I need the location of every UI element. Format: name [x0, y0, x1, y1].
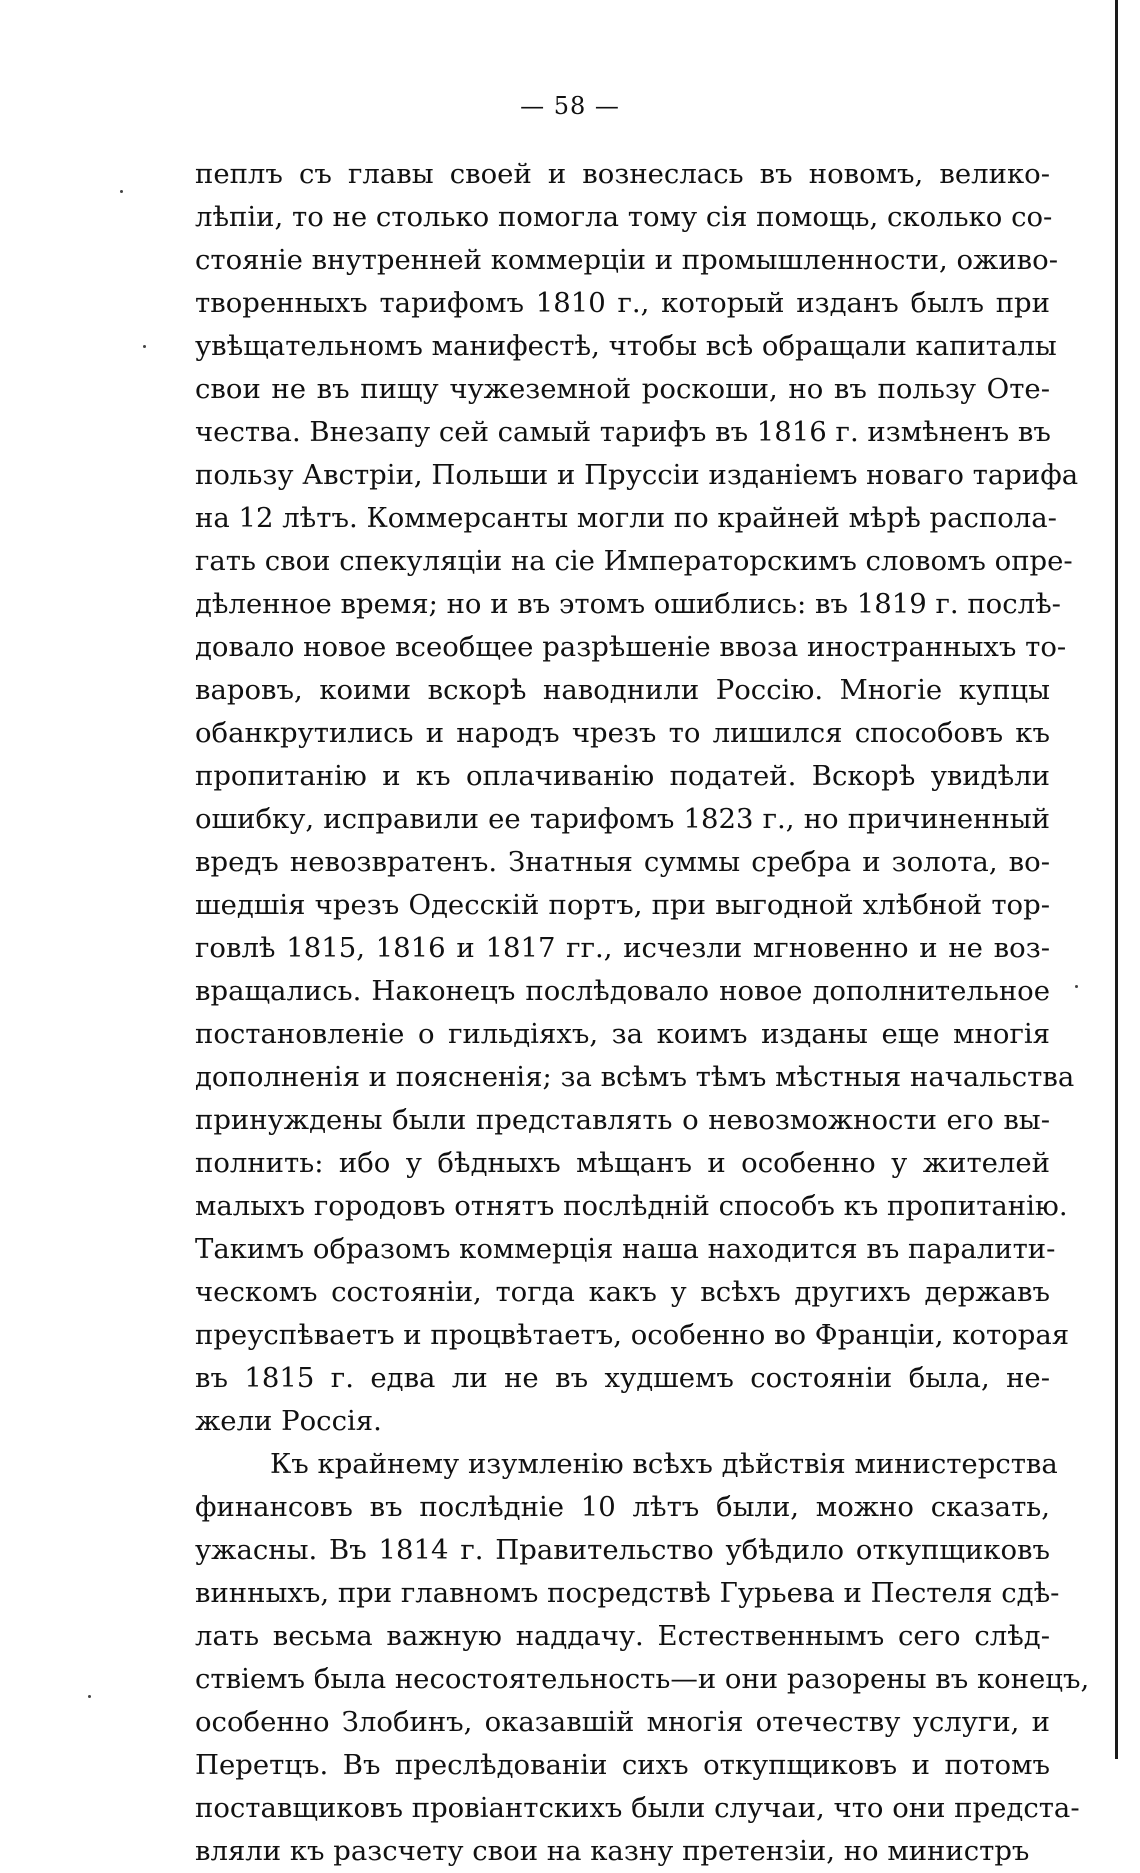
text-line: гать свои спекуляціи на сіе Императорскимъ словомъ опре-	[195, 545, 1073, 577]
text-line: вляли къ разсчету свои на казну претензіи, но министръ	[195, 1835, 1030, 1867]
text-line: ошибку, исправили ее тарифомъ 1823 г., но причиненный	[195, 803, 1050, 835]
text-line: вращались. Наконецъ послѣдовало новое дополнительное	[195, 975, 1050, 1007]
text-line: въ 1815 г. едва ли не въ худшемъ состояніи была, не-	[195, 1362, 1050, 1394]
text-line: говлѣ 1815, 1816 и 1817 гг., исчезли мгновенно и не воз-	[195, 932, 1050, 964]
body-text	[195, 153, 1090, 1873]
text-line: постановленіе о гильдіяхъ, за коимъ изданы еще многія	[195, 1018, 1050, 1050]
text-line: ствіемъ была несостоятельность—и они разорены въ конецъ,	[195, 1663, 1090, 1695]
text-line: творенныхъ тарифомъ 1810 г., который изданъ былъ при	[195, 287, 1050, 319]
text-line: на 12 лѣтъ. Коммерсанты могли по крайней мѣрѣ распола-	[195, 502, 1057, 534]
text-line: Къ крайнему изумленію всѣхъ дѣйствія министерства	[270, 1448, 1058, 1480]
text-line: Такимъ образомъ коммерція наша находится въ паралити-	[195, 1233, 1056, 1265]
scan-speck	[88, 1695, 91, 1698]
text-line: преуспѣваетъ и процвѣтаетъ, особенно во Франціи, которая	[195, 1319, 1070, 1351]
text-line: полнить: ибо у бѣдныхъ мѣщанъ и особенно у жителей	[195, 1147, 1050, 1179]
scan-speck	[143, 345, 146, 348]
text-line: ужасны. Въ 1814 г. Правительство убѣдило откупщиковъ	[195, 1534, 1050, 1566]
text-line: дѣленное время; но и въ этомъ ошиблись: въ 1819 г. послѣ-	[195, 588, 1061, 620]
text-line: лать весьма важную наддачу. Естественнымъ сего слѣд-	[195, 1620, 1050, 1652]
text-line: дополненія и поясненія; за всѣмъ тѣмъ мѣстныя начальства	[195, 1061, 1075, 1093]
text-line: пользу Австріи, Польши и Пруссіи изданіемъ новаго тарифа	[195, 459, 1079, 491]
text-line: лѣпіи, то не столько помогла тому сія помощь, сколько со-	[195, 201, 1053, 233]
paragraph-1	[195, 153, 1079, 1443]
text-line: особенно Злобинъ, оказавшій многія отечеству услуги, и	[195, 1706, 1050, 1738]
page-number: — 58 —	[520, 92, 620, 120]
text-line: поставщиковъ провіантскихъ были случаи, что они предста-	[195, 1792, 1080, 1824]
text-line: малыхъ городовъ отнятъ послѣдній способъ къ пропитанію.	[195, 1190, 1068, 1222]
text-line: принуждены были представлять о невозможности его вы-	[195, 1104, 1050, 1136]
text-line: пропитанію и къ оплачиванію податей. Вскорѣ увидѣли	[195, 760, 1050, 792]
text-line: свои не въ пищу чужеземной роскоши, но въ пользу Оте-	[195, 373, 1050, 405]
text-line: вредъ невозвратенъ. Знатныя суммы сребра и золота, во-	[195, 846, 1050, 878]
text-line: пеплъ съ главы своей и вознеслась въ новомъ, велико-	[195, 158, 1050, 190]
text-line: Перетцъ. Въ преслѣдованіи сихъ откупщиковъ и потомъ	[195, 1749, 1050, 1781]
text-line: финансовъ въ послѣдніе 10 лѣтъ были, можно сказать,	[195, 1491, 1050, 1523]
text-line: варовъ, коими вскорѣ наводнили Россію. Многіе купцы	[195, 674, 1050, 706]
text-line: увѣщательномъ манифестѣ, чтобы всѣ обращали капиталы	[195, 330, 1057, 362]
text-line: ческомъ состояніи, тогда какъ у всѣхъ другихъ державъ	[195, 1276, 1050, 1308]
text-line: довало новое всеобщее разрѣшеніе ввоза иностранныхъ то-	[195, 631, 1067, 663]
text-line: обанкрутились и народъ чрезъ то лишился способовъ къ	[195, 717, 1050, 749]
text-line: стояніе внутренней коммерціи и промышленности, оживо-	[195, 244, 1059, 276]
scan-speck	[1075, 985, 1078, 988]
page-edge-border	[1115, 0, 1118, 1759]
paragraph-2	[195, 1443, 1090, 1873]
text-line: винныхъ, при главномъ посредствѣ Гурьева и Пестеля сдѣ-	[195, 1577, 1060, 1609]
text-line: жели Россія.	[195, 1405, 382, 1437]
scan-speck	[120, 190, 123, 193]
text-line: чества. Внезапу сей самый тарифъ въ 1816 г. измѣненъ въ	[195, 416, 1051, 448]
text-line: шедшія чрезъ Одесскій портъ, при выгодной хлѣбной тор-	[195, 889, 1050, 921]
